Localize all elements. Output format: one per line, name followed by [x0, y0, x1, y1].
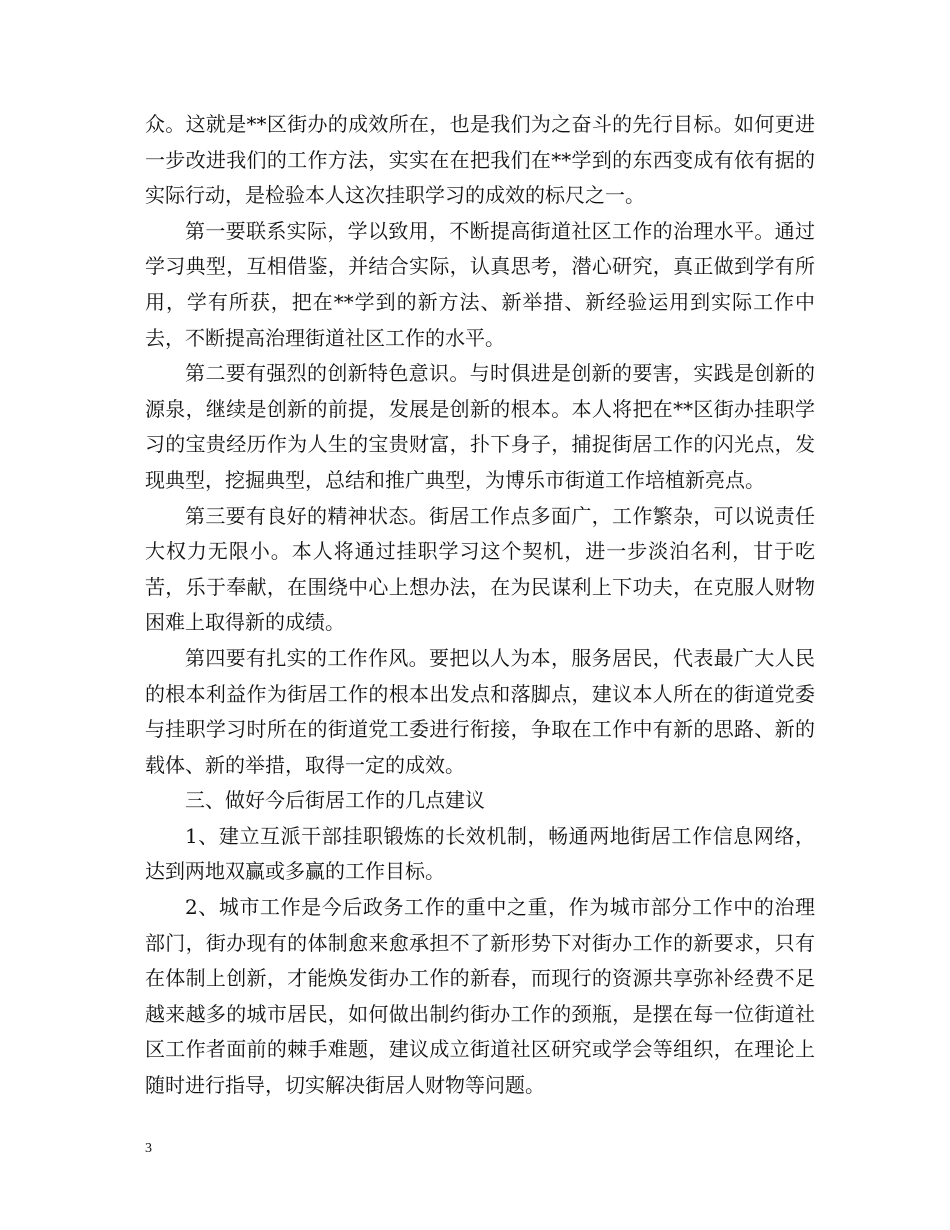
page-number: 3	[145, 1141, 152, 1156]
paragraph-point-four: 第四要有扎实的工作作风。要把以人为本，服务居民，代表最广大人民的根本利益作为街居工作的根本出发点和落脚点，建议本人所在的街道党委与挂职学习时所在的街道党工委进行衔接，争取在工作中有新的思路、新的载体、新的举措，取得一定的成效。	[145, 645, 815, 777]
paragraph-point-two: 第二要有强烈的创新特色意识。与时俱进是创新的要害，实践是创新的源泉，继续是创新的前提，发展是创新的根本。本人将把在**区街办挂职学习的宝贵经历作为人生的宝贵财富，扑下身子，捕捉街居工作的闪光点，发现典型，挖掘典型，总结和推广典型，为博乐市街道工作培植新亮点。	[145, 361, 815, 492]
document-body	[145, 107, 815, 1104]
paragraph-suggestion-one: 1、建立互派干部挂职锻炼的长效机制，畅通两地街居工作信息网络，达到两地双赢或多赢的工作目标。	[145, 823, 815, 884]
paragraph-intro: 众。这就是**区街办的成效所在，也是我们为之奋斗的先行目标。如何更进一步改进我们的工作方法，实实在在把我们在**学到的东西变成有依有据的实际行动，是检验本人这次挂职学习的成效的标尺之一。	[145, 112, 815, 208]
section-heading-suggestions: 三、做好今后街居工作的几点建议	[185, 788, 485, 813]
paragraph-point-one: 第一要联系实际，学以致用，不断提高街道社区工作的治理水平。通过学习典型，互相借鉴，并结合实际，认真思考，潜心研究，真正做到学有所用，学有所获，把在**学到的新方法、新举措、新经验运用到实际工作中去，不断提高治理街道社区工作的水平。	[145, 218, 815, 350]
paragraph-suggestion-two: 2、城市工作是今后政务工作的重中之重，作为城市部分工作中的治理部门，街办现有的体制愈来愈承担不了新形势下对街办工作的新要求，只有在体制上创新，才能焕发街办工作的新春，而现行的资源共享弥补经费不足越来越多的城市居民，如何做出制约街办工作的颈瓶，是摆在每一位街道社区工作者面前的棘手难题，建议成立街道社区研究或学会等组织，在理论上随时进行指导，切实解决街居人财物等问题。	[145, 895, 815, 1098]
paragraph-point-three: 第三要有良好的精神状态。街居工作点多面广，工作繁杂，可以说责任大权力无限小。本人将通过挂职学习这个契机，进一步淡泊名利，甘于吃苦，乐于奉献，在围绕中心上想办法，在为民谋利上下功夫，在克服人财物困难上取得新的成绩。	[145, 503, 815, 635]
